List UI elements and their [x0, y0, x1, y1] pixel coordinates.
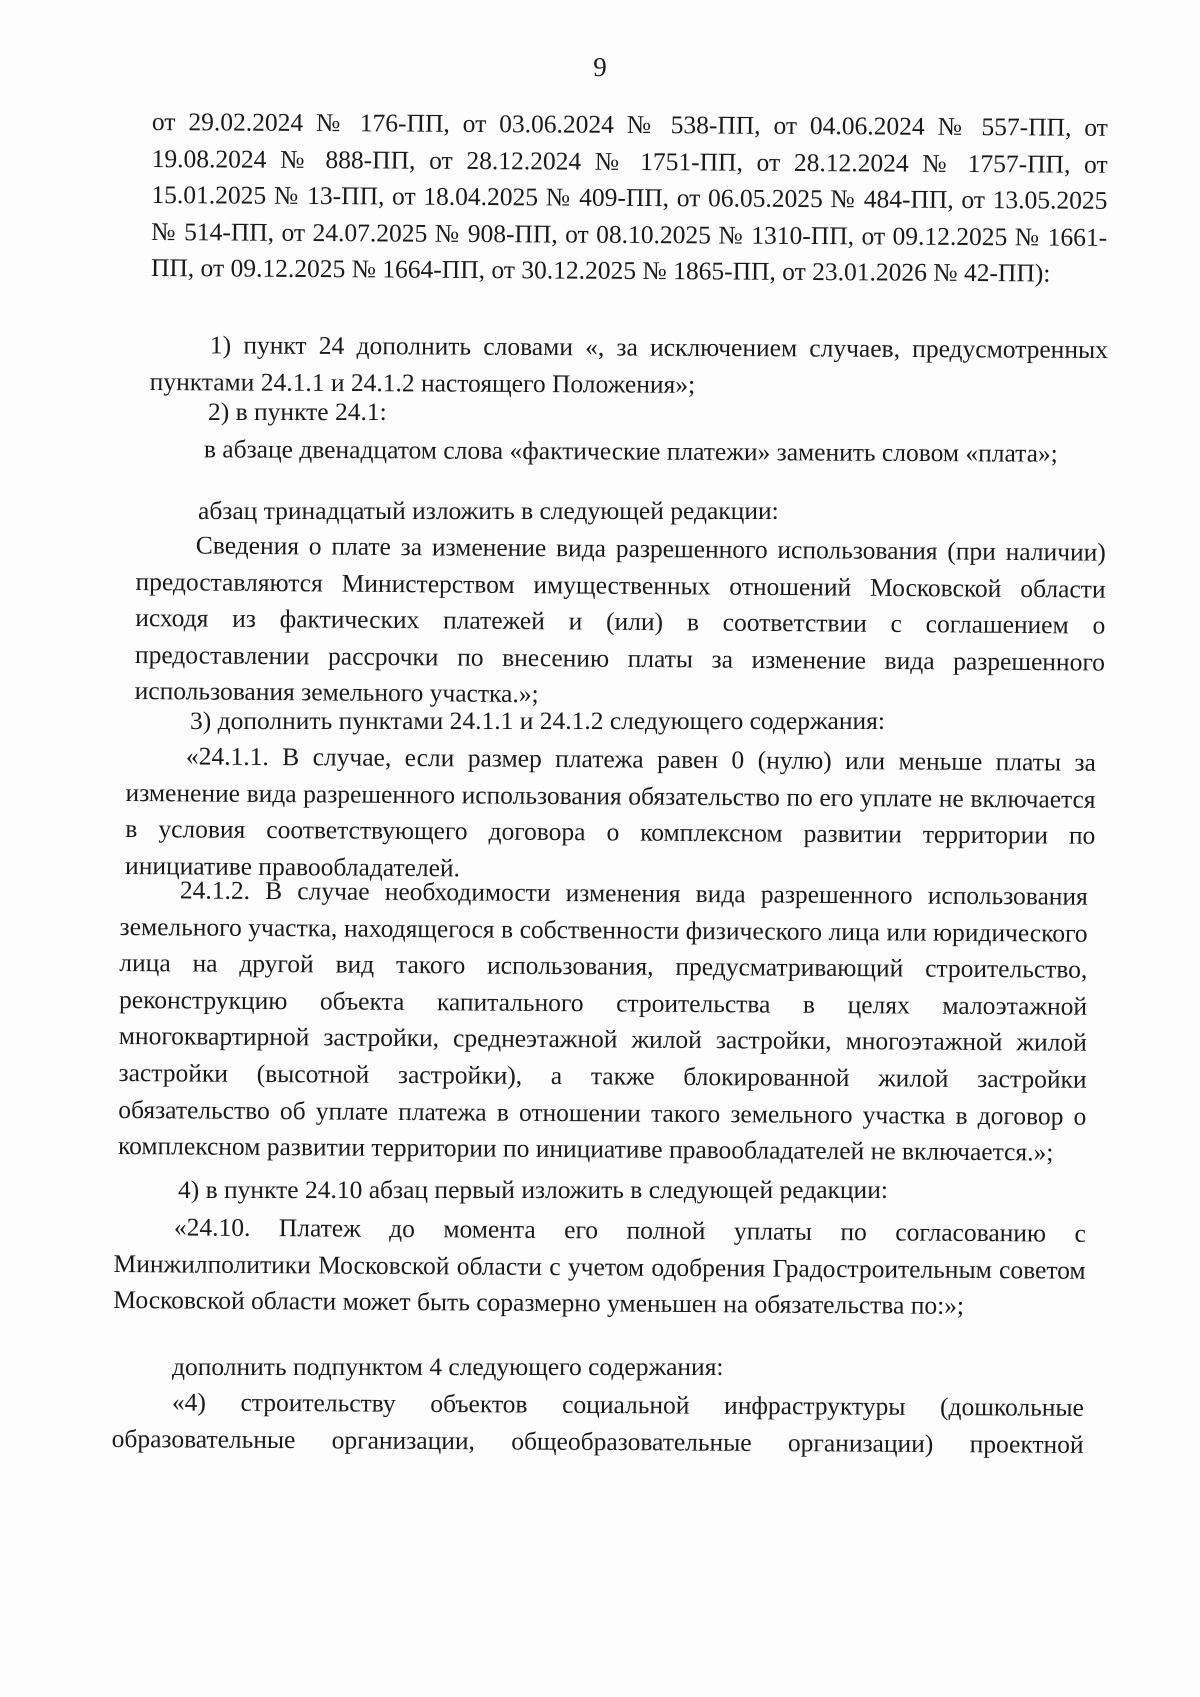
paragraph-abzats-13 — [138, 493, 1098, 530]
paragraph-payment-info — [135, 527, 1106, 718]
paragraph-text: 1) пункт 24 дополнить словами «, за исключением случаев, предусмотренных пунктами 24.1.1 и 24.1.2 настоящего Положения»; — [149, 330, 1108, 399]
paragraph-item-2 — [148, 394, 1108, 431]
paragraph-text: от 29.02.2024 № 176-ПП, от 03.06.2024 № 538-ПП, от 04.06.2024 № 557-ПП, от 19.08.2024 № 888-ПП, от 28.12.2024 № 1751-ПП, от 28.12.2024 № 1757-ПП, от 15.01.2025 № 13-ПП, от 18.04.2025 № 409-ПП, от 06.05.2025 № 484-ПП, от 13.05.2025 № 514-ПП, от 24.07.2025 № 908-ПП, от 08.10.2025 № 1310-ПП, от 09.12.2025 № 1661-ПП, от 09.12.2025 № 1664-ПП, от 30.12.2025 № 1865-ПП, от 23.01.2026 № 42-ПП): — [150, 106, 1108, 288]
paragraph-text: в абзаце двенадцатом слова «фактические платежи» заменить словом «плата»; — [203, 434, 1058, 468]
paragraph-text: 24.1.2. В случае необходимости изменения вида разрешенного использования земельного участка, находящегося в собственности физического лица или юридического лица на другой вид такого использования, предусматривающий строительство, реконструкцию объекта капитального строительства в целях малоэтажной многоквартирной застройки, среднеэтажной жилой застройки, многоэтажной жилой застройки (высотной застройки), а также блокированной жилой застройки обязательство об уплате платежа в отношении такого земельного участка в договор о комплексном развитии территории по инициативе правообладателей не включается.»; — [117, 875, 1088, 1167]
paragraph-24-10 — [113, 1209, 1086, 1326]
paragraph-text: абзац тринадцатый изложить в следующей редакции: — [198, 496, 779, 525]
paragraph-item-4 — [118, 1172, 1078, 1209]
paragraph-text: 3) дополнить пунктами 24.1.1 и 24.1.2 следующего содержания: — [190, 706, 885, 735]
paragraph-24-1-1 — [125, 738, 1096, 891]
paragraph-text: 2) в пункте 24.1: — [208, 397, 387, 426]
paragraph-item-3 — [130, 703, 1090, 740]
paragraph-text: 4) в пункте 24.10 абзац первый изложить в следующей редакции: — [178, 1175, 888, 1204]
page-number: 9 — [593, 52, 607, 82]
paragraph-text: дополнить подпунктом 4 следующего содержания: — [172, 1352, 724, 1381]
paragraph-text: Сведения о плате за изменение вида разрешенного использования (при наличии) предоставляются Министерством имущественных отношений Московской области исходя из фактических платежей и (или) в соответствии с соглашением о предоставлении рассрочки по внесению платы за изменение вида разрешенного использования земельного участка.»; — [134, 530, 1106, 709]
paragraph-subitem-4 — [112, 1384, 1084, 1463]
paragraph-text: «4) строительству объектов социальной инфраструктуры (дошкольные образовательные организации, общеобразовательные организации) проектной — [111, 1387, 1084, 1459]
paragraph-text: «24.10. Платеж до момента его полной уплаты по согласованию с Минжилполитики Московской области с учетом одобрения Градостроительным советом Московской области может быть соразмерно уменьшен на обязательства по:»; — [113, 1212, 1086, 1321]
paragraph-text: «24.1.1. В случае, если размер платежа равен 0 (нулю) или меньше платы за изменение вида разрешенного использования обязательство по его уплате не включается в условия соответствующего договора о комплексном развитии территории по инициативе правообладателей. — [125, 741, 1096, 883]
paragraph-abzats-12 — [144, 431, 1104, 473]
paragraph-resolutions-list — [151, 104, 1108, 293]
paragraph-24-1-2 — [118, 872, 1088, 1172]
paragraph-subitem-4-intro — [112, 1349, 1072, 1386]
